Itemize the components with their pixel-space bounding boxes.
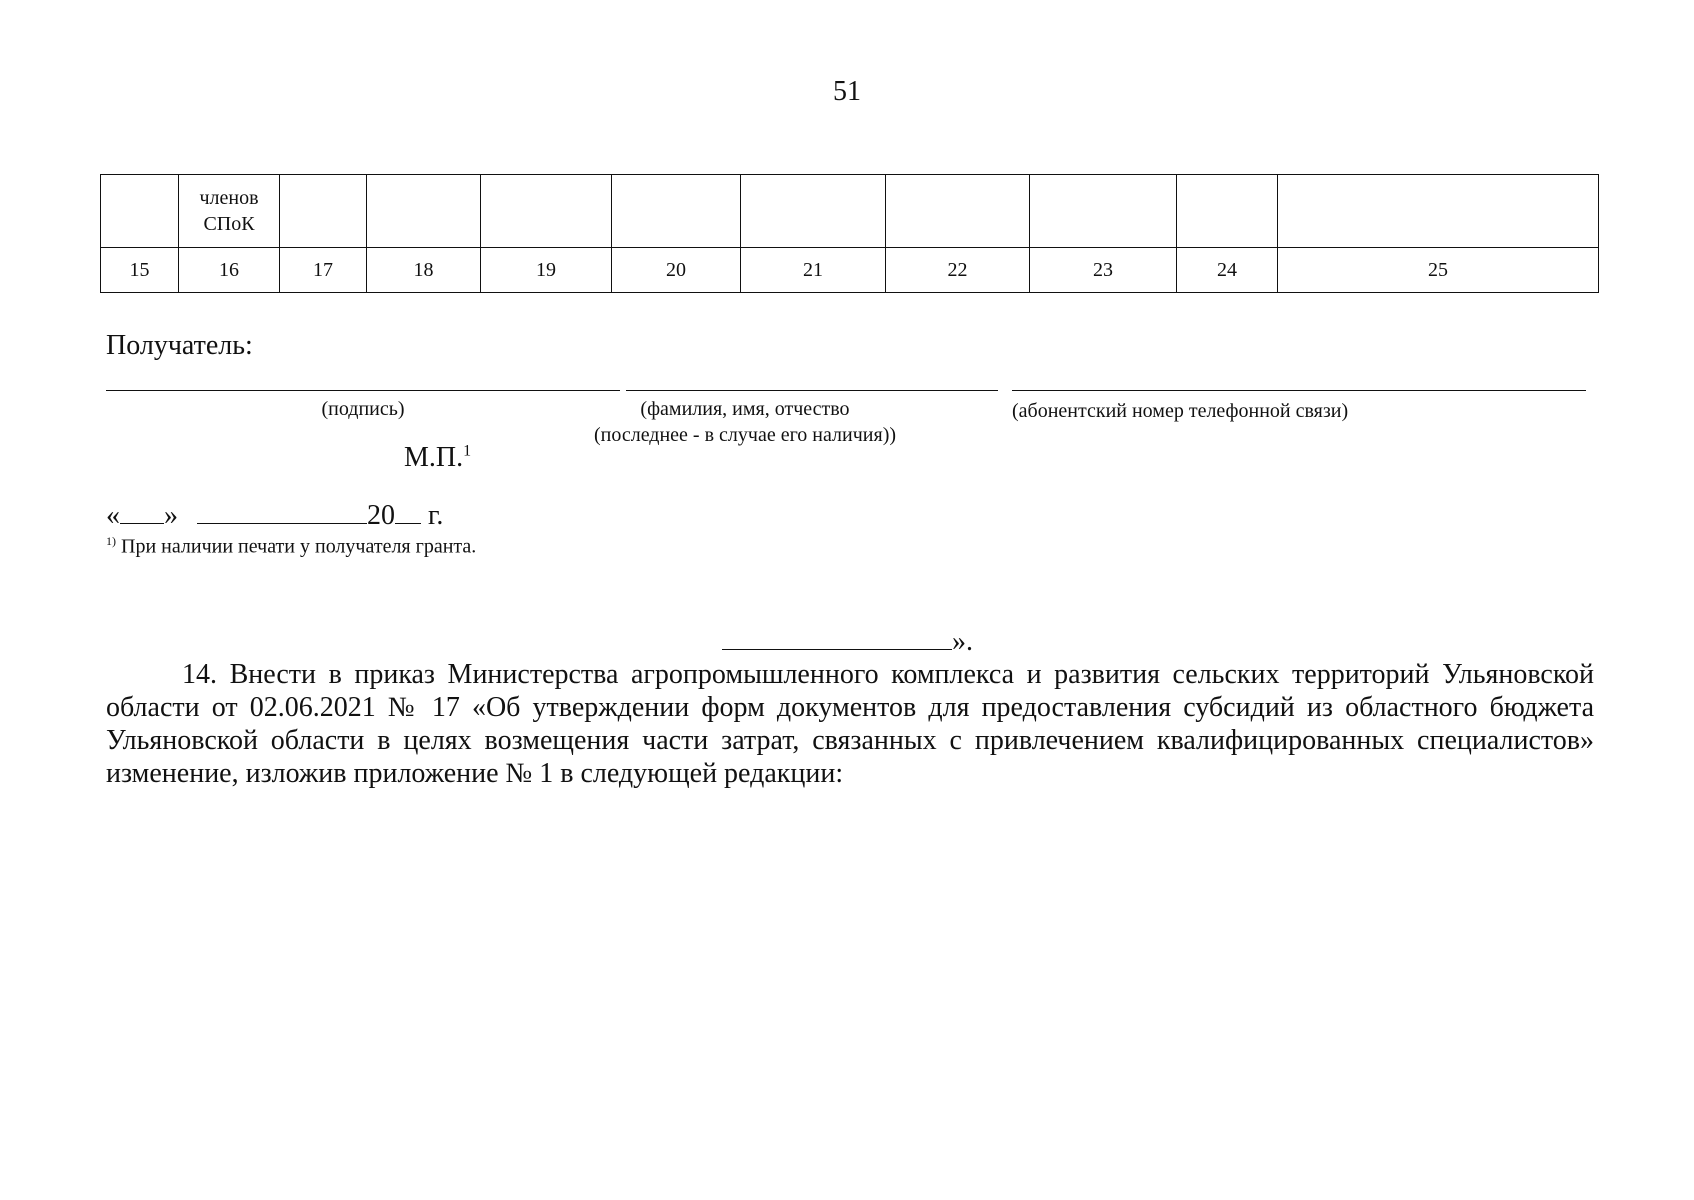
day-blank [120,501,164,524]
full-name-caption: (фамилия, имя, отчество [640,398,850,420]
table-number-cell: 22 [886,248,1030,293]
table-number-row [101,248,1599,293]
table-header-cell [481,175,612,248]
closing-quote: ». [952,626,973,657]
phone-line [1012,390,1586,391]
table-header-cell [1177,175,1278,248]
table-number-cell: 23 [1030,248,1177,293]
footnote-mark: 1) [106,534,116,548]
footnote [106,534,476,559]
stamp-placeholder [404,442,471,474]
footnote-text: При наличии печати у получателя гранта. [121,535,477,558]
recipient-label: Получатель: [106,330,253,361]
table-header-cell: членов СПоК [179,175,280,248]
table-header-row [101,175,1599,248]
table-header-cell [101,175,179,248]
date-open-quote: « [106,500,120,531]
stamp-footnote-mark: 1 [463,442,472,460]
amendment-paragraph: 14. Внести в приказ Министерства агропромышленного комплекса и развития сельских территорий Ульяновской области от 02.06.2021 № 17 «Об утверждении форм документов для предоставления субсидий из областного бюджета Ульяновской области в целях возмещения части затрат, связанных с привлечением квалифицированных специалистов» изменение, изложив приложение № 1 в следующей редакции: [106,659,1594,789]
date-line [106,500,443,532]
closing-blank [722,627,952,650]
full-name-line [626,390,998,391]
closing-mark [722,626,973,658]
signature-caption: (подпись) [321,398,405,420]
table-header-cell [886,175,1030,248]
table-header-cell [367,175,481,248]
table-number-cell: 19 [481,248,612,293]
form-table [100,174,1599,293]
stamp-label: М.П. [404,442,464,473]
table-number-cell: 24 [1177,248,1278,293]
table-number-cell: 17 [280,248,367,293]
signature-line [106,390,620,391]
phone-caption: (абонентский номер телефонной связи) [1012,400,1349,422]
table-number-cell: 18 [367,248,481,293]
table-header-cell [1030,175,1177,248]
table-number-cell: 16 [179,248,280,293]
year-prefix: 20 [367,500,395,531]
full-name-caption-note: (последнее - в случае его наличия)) [593,424,897,446]
table-number-cell: 25 [1278,248,1599,293]
table-number-cell: 15 [101,248,179,293]
table-header-cell [280,175,367,248]
table-header-cell [612,175,741,248]
year-suffix: г. [428,500,444,531]
year-blank [395,501,421,524]
table-number-cell: 21 [741,248,886,293]
page-number: 51 [833,76,861,107]
table-header-cell [741,175,886,248]
month-blank [197,501,367,524]
table-number-cell: 20 [612,248,741,293]
table-header-cell [1278,175,1599,248]
date-close-quote: » [164,500,178,531]
